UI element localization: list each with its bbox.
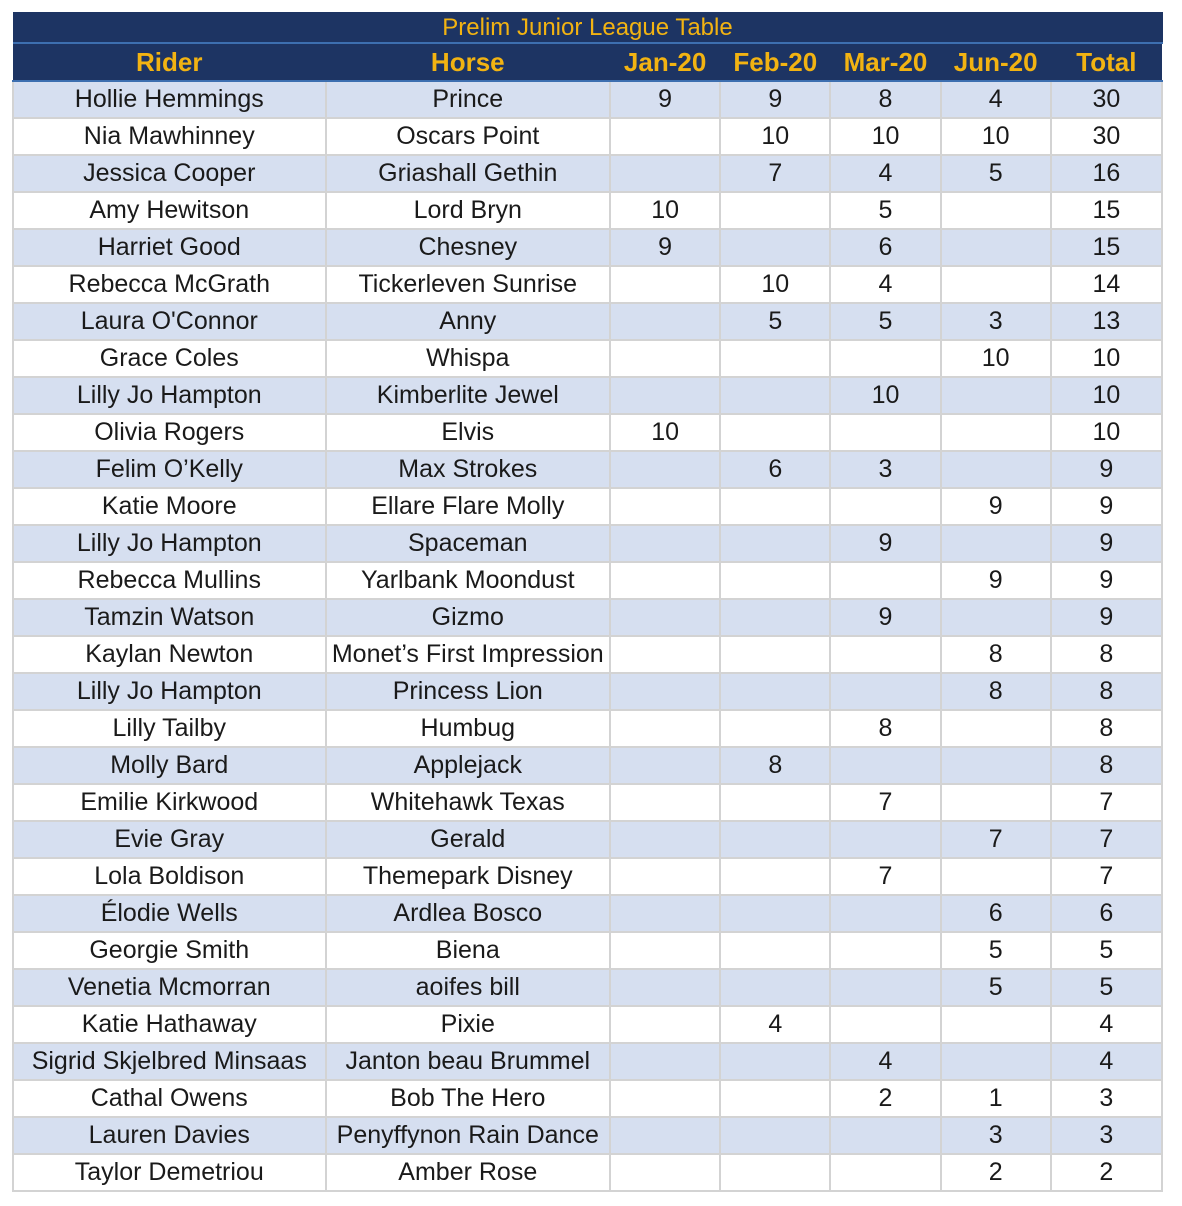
- header-horse: Horse: [326, 43, 610, 81]
- feb20-cell: 7: [720, 155, 830, 192]
- feb20-cell: [720, 895, 830, 932]
- jun20-cell: 6: [941, 895, 1051, 932]
- horse-cell: Tickerleven Sunrise: [326, 266, 610, 303]
- jun20-cell: 9: [941, 562, 1051, 599]
- rider-cell: Felim O’Kelly: [13, 451, 326, 488]
- jan20-cell: [610, 451, 720, 488]
- mar20-cell: 9: [830, 525, 940, 562]
- total-cell: 8: [1051, 636, 1162, 673]
- total-cell: 3: [1051, 1117, 1162, 1154]
- total-cell: 10: [1051, 414, 1162, 451]
- table-row: [13, 747, 1162, 784]
- jun20-cell: [941, 229, 1051, 266]
- mar20-cell: 3: [830, 451, 940, 488]
- rider-cell: Jessica Cooper: [13, 155, 326, 192]
- horse-cell: Yarlbank Moondust: [326, 562, 610, 599]
- rider-cell: Hollie Hemmings: [13, 81, 326, 118]
- mar20-cell: [830, 673, 940, 710]
- total-cell: 16: [1051, 155, 1162, 192]
- rider-cell: Nia Mawhinney: [13, 118, 326, 155]
- total-cell: 5: [1051, 969, 1162, 1006]
- feb20-cell: [720, 414, 830, 451]
- feb20-cell: 5: [720, 303, 830, 340]
- jun20-cell: [941, 747, 1051, 784]
- header-feb20: Feb-20: [720, 43, 830, 81]
- total-cell: 9: [1051, 488, 1162, 525]
- horse-cell: Chesney: [326, 229, 610, 266]
- total-cell: 30: [1051, 118, 1162, 155]
- mar20-cell: 5: [830, 303, 940, 340]
- jun20-cell: 8: [941, 673, 1051, 710]
- table-row: [13, 1043, 1162, 1080]
- feb20-cell: [720, 932, 830, 969]
- jun20-cell: 5: [941, 155, 1051, 192]
- feb20-cell: [720, 636, 830, 673]
- jan20-cell: [610, 303, 720, 340]
- feb20-cell: 4: [720, 1006, 830, 1043]
- jun20-cell: [941, 266, 1051, 303]
- table-row: [13, 821, 1162, 858]
- jan20-cell: [610, 858, 720, 895]
- feb20-cell: 10: [720, 266, 830, 303]
- mar20-cell: 10: [830, 118, 940, 155]
- table-row: [13, 710, 1162, 747]
- feb20-cell: 8: [720, 747, 830, 784]
- horse-cell: Janton beau Brummel: [326, 1043, 610, 1080]
- table-row: [13, 451, 1162, 488]
- jun20-cell: 10: [941, 340, 1051, 377]
- jun20-cell: [941, 1043, 1051, 1080]
- feb20-cell: [720, 784, 830, 821]
- feb20-cell: [720, 1043, 830, 1080]
- table-title: Prelim Junior League Table: [13, 13, 1162, 44]
- mar20-cell: [830, 414, 940, 451]
- mar20-cell: [830, 1006, 940, 1043]
- rider-cell: Laura O'Connor: [13, 303, 326, 340]
- table-row: [13, 414, 1162, 451]
- mar20-cell: 4: [830, 155, 940, 192]
- jun20-cell: [941, 377, 1051, 414]
- total-cell: 10: [1051, 340, 1162, 377]
- jan20-cell: [610, 1006, 720, 1043]
- rider-cell: Lilly Jo Hampton: [13, 525, 326, 562]
- mar20-cell: [830, 932, 940, 969]
- jan20-cell: [610, 636, 720, 673]
- horse-cell: Pixie: [326, 1006, 610, 1043]
- table-row: [13, 969, 1162, 1006]
- horse-cell: Princess Lion: [326, 673, 610, 710]
- feb20-cell: [720, 229, 830, 266]
- header-jan20: Jan-20: [610, 43, 720, 81]
- mar20-cell: [830, 340, 940, 377]
- total-cell: 8: [1051, 673, 1162, 710]
- jan20-cell: [610, 747, 720, 784]
- header-rider: Rider: [13, 43, 326, 81]
- jun20-cell: [941, 1006, 1051, 1043]
- mar20-cell: 5: [830, 192, 940, 229]
- horse-cell: Themepark Disney: [326, 858, 610, 895]
- table-row: [13, 932, 1162, 969]
- table-row: [13, 1154, 1162, 1191]
- total-cell: 8: [1051, 747, 1162, 784]
- rider-cell: Tamzin Watson: [13, 599, 326, 636]
- table-row: [13, 599, 1162, 636]
- rider-cell: Katie Hathaway: [13, 1006, 326, 1043]
- table-row: [13, 636, 1162, 673]
- horse-cell: aoifes bill: [326, 969, 610, 1006]
- rider-cell: Sigrid Skjelbred Minsaas: [13, 1043, 326, 1080]
- total-cell: 3: [1051, 1080, 1162, 1117]
- horse-cell: Elvis: [326, 414, 610, 451]
- total-cell: 8: [1051, 710, 1162, 747]
- table-row: [13, 1117, 1162, 1154]
- jun20-cell: 3: [941, 1117, 1051, 1154]
- jun20-cell: 4: [941, 81, 1051, 118]
- rider-cell: Katie Moore: [13, 488, 326, 525]
- rider-cell: Lilly Jo Hampton: [13, 673, 326, 710]
- feb20-cell: [720, 599, 830, 636]
- mar20-cell: 8: [830, 710, 940, 747]
- horse-cell: Anny: [326, 303, 610, 340]
- horse-cell: Oscars Point: [326, 118, 610, 155]
- horse-cell: Biena: [326, 932, 610, 969]
- jun20-cell: [941, 525, 1051, 562]
- horse-cell: Penyffynon Rain Dance: [326, 1117, 610, 1154]
- jun20-cell: 9: [941, 488, 1051, 525]
- jan20-cell: 10: [610, 414, 720, 451]
- jan20-cell: [610, 377, 720, 414]
- horse-cell: Bob The Hero: [326, 1080, 610, 1117]
- jan20-cell: [610, 562, 720, 599]
- horse-cell: Monet’s First Impression: [326, 636, 610, 673]
- table-row: [13, 81, 1162, 118]
- total-cell: 9: [1051, 525, 1162, 562]
- table-row: [13, 525, 1162, 562]
- rider-cell: Venetia Mcmorran: [13, 969, 326, 1006]
- rider-cell: Molly Bard: [13, 747, 326, 784]
- rider-cell: Grace Coles: [13, 340, 326, 377]
- mar20-cell: 7: [830, 858, 940, 895]
- jan20-cell: [610, 784, 720, 821]
- total-cell: 15: [1051, 192, 1162, 229]
- table-row: [13, 155, 1162, 192]
- jan20-cell: [610, 155, 720, 192]
- table-row: [13, 858, 1162, 895]
- jan20-cell: [610, 895, 720, 932]
- feb20-cell: [720, 1080, 830, 1117]
- feb20-cell: [720, 525, 830, 562]
- total-cell: 7: [1051, 821, 1162, 858]
- mar20-cell: [830, 821, 940, 858]
- feb20-cell: [720, 488, 830, 525]
- jun20-cell: 7: [941, 821, 1051, 858]
- header-total: Total: [1051, 43, 1162, 81]
- total-cell: 7: [1051, 858, 1162, 895]
- table-row: [13, 340, 1162, 377]
- jun20-cell: [941, 784, 1051, 821]
- table-row: [13, 784, 1162, 821]
- feb20-cell: [720, 192, 830, 229]
- table-row: [13, 303, 1162, 340]
- header-row: [13, 43, 1162, 81]
- rider-cell: Amy Hewitson: [13, 192, 326, 229]
- header-mar20: Mar-20: [830, 43, 940, 81]
- mar20-cell: [830, 488, 940, 525]
- jan20-cell: [610, 266, 720, 303]
- feb20-cell: [720, 858, 830, 895]
- jun20-cell: [941, 414, 1051, 451]
- jan20-cell: [610, 932, 720, 969]
- jun20-cell: [941, 192, 1051, 229]
- total-cell: 13: [1051, 303, 1162, 340]
- total-cell: 10: [1051, 377, 1162, 414]
- table-row: [13, 118, 1162, 155]
- jan20-cell: [610, 1154, 720, 1191]
- jan20-cell: 10: [610, 192, 720, 229]
- rider-cell: Georgie Smith: [13, 932, 326, 969]
- jan20-cell: [610, 118, 720, 155]
- table-row: [13, 1080, 1162, 1117]
- feb20-cell: [720, 1154, 830, 1191]
- jan20-cell: [610, 969, 720, 1006]
- mar20-cell: [830, 636, 940, 673]
- horse-cell: Kimberlite Jewel: [326, 377, 610, 414]
- table-row: [13, 377, 1162, 414]
- mar20-cell: [830, 895, 940, 932]
- horse-cell: Ardlea Bosco: [326, 895, 610, 932]
- jan20-cell: [610, 1117, 720, 1154]
- feb20-cell: [720, 710, 830, 747]
- total-cell: 2: [1051, 1154, 1162, 1191]
- table-row: [13, 673, 1162, 710]
- rider-cell: Élodie Wells: [13, 895, 326, 932]
- league-table: [12, 12, 1163, 1192]
- total-cell: 7: [1051, 784, 1162, 821]
- horse-cell: Whispa: [326, 340, 610, 377]
- total-cell: 15: [1051, 229, 1162, 266]
- rider-cell: Lola Boldison: [13, 858, 326, 895]
- jan20-cell: 9: [610, 81, 720, 118]
- jun20-cell: 10: [941, 118, 1051, 155]
- table-title-row: [13, 13, 1162, 44]
- jan20-cell: [610, 1080, 720, 1117]
- jan20-cell: [610, 710, 720, 747]
- horse-cell: Max Strokes: [326, 451, 610, 488]
- horse-cell: Applejack: [326, 747, 610, 784]
- total-cell: 30: [1051, 81, 1162, 118]
- jun20-cell: [941, 451, 1051, 488]
- rider-cell: Lilly Jo Hampton: [13, 377, 326, 414]
- mar20-cell: [830, 562, 940, 599]
- table-row: [13, 229, 1162, 266]
- horse-cell: Ellare Flare Molly: [326, 488, 610, 525]
- jun20-cell: 5: [941, 932, 1051, 969]
- table-body: [13, 81, 1162, 1191]
- total-cell: 14: [1051, 266, 1162, 303]
- total-cell: 9: [1051, 599, 1162, 636]
- jun20-cell: [941, 710, 1051, 747]
- total-cell: 9: [1051, 562, 1162, 599]
- table-row: [13, 488, 1162, 525]
- horse-cell: Spaceman: [326, 525, 610, 562]
- jan20-cell: [610, 488, 720, 525]
- total-cell: 4: [1051, 1043, 1162, 1080]
- jan20-cell: [610, 599, 720, 636]
- rider-cell: Lauren Davies: [13, 1117, 326, 1154]
- horse-cell: Gerald: [326, 821, 610, 858]
- rider-cell: Harriet Good: [13, 229, 326, 266]
- rider-cell: Taylor Demetriou: [13, 1154, 326, 1191]
- horse-cell: Gizmo: [326, 599, 610, 636]
- jun20-cell: 8: [941, 636, 1051, 673]
- total-cell: 5: [1051, 932, 1162, 969]
- rider-cell: Rebecca McGrath: [13, 266, 326, 303]
- feb20-cell: 9: [720, 81, 830, 118]
- horse-cell: Whitehawk Texas: [326, 784, 610, 821]
- horse-cell: Prince: [326, 81, 610, 118]
- rider-cell: Evie Gray: [13, 821, 326, 858]
- feb20-cell: [720, 1117, 830, 1154]
- mar20-cell: [830, 1154, 940, 1191]
- jun20-cell: 5: [941, 969, 1051, 1006]
- mar20-cell: [830, 1117, 940, 1154]
- horse-cell: Amber Rose: [326, 1154, 610, 1191]
- rider-cell: Emilie Kirkwood: [13, 784, 326, 821]
- horse-cell: Lord Bryn: [326, 192, 610, 229]
- mar20-cell: 6: [830, 229, 940, 266]
- jan20-cell: [610, 340, 720, 377]
- table-row: [13, 266, 1162, 303]
- feb20-cell: [720, 821, 830, 858]
- mar20-cell: 2: [830, 1080, 940, 1117]
- jan20-cell: [610, 821, 720, 858]
- feb20-cell: [720, 673, 830, 710]
- jun20-cell: [941, 599, 1051, 636]
- feb20-cell: [720, 340, 830, 377]
- feb20-cell: 6: [720, 451, 830, 488]
- mar20-cell: [830, 747, 940, 784]
- rider-cell: Kaylan Newton: [13, 636, 326, 673]
- rider-cell: Cathal Owens: [13, 1080, 326, 1117]
- total-cell: 9: [1051, 451, 1162, 488]
- rider-cell: Lilly Tailby: [13, 710, 326, 747]
- jan20-cell: [610, 673, 720, 710]
- feb20-cell: [720, 969, 830, 1006]
- jun20-cell: [941, 858, 1051, 895]
- mar20-cell: 10: [830, 377, 940, 414]
- mar20-cell: 9: [830, 599, 940, 636]
- jun20-cell: 1: [941, 1080, 1051, 1117]
- jan20-cell: 9: [610, 229, 720, 266]
- horse-cell: Griashall Gethin: [326, 155, 610, 192]
- feb20-cell: [720, 562, 830, 599]
- mar20-cell: 4: [830, 1043, 940, 1080]
- mar20-cell: 7: [830, 784, 940, 821]
- mar20-cell: 8: [830, 81, 940, 118]
- table-row: [13, 562, 1162, 599]
- rider-cell: Olivia Rogers: [13, 414, 326, 451]
- horse-cell: Humbug: [326, 710, 610, 747]
- header-jun20: Jun-20: [941, 43, 1051, 81]
- jun20-cell: 2: [941, 1154, 1051, 1191]
- jan20-cell: [610, 1043, 720, 1080]
- table-row: [13, 1006, 1162, 1043]
- mar20-cell: [830, 969, 940, 1006]
- table-row: [13, 192, 1162, 229]
- feb20-cell: 10: [720, 118, 830, 155]
- rider-cell: Rebecca Mullins: [13, 562, 326, 599]
- jan20-cell: [610, 525, 720, 562]
- jun20-cell: 3: [941, 303, 1051, 340]
- total-cell: 4: [1051, 1006, 1162, 1043]
- mar20-cell: 4: [830, 266, 940, 303]
- table-row: [13, 895, 1162, 932]
- feb20-cell: [720, 377, 830, 414]
- total-cell: 6: [1051, 895, 1162, 932]
